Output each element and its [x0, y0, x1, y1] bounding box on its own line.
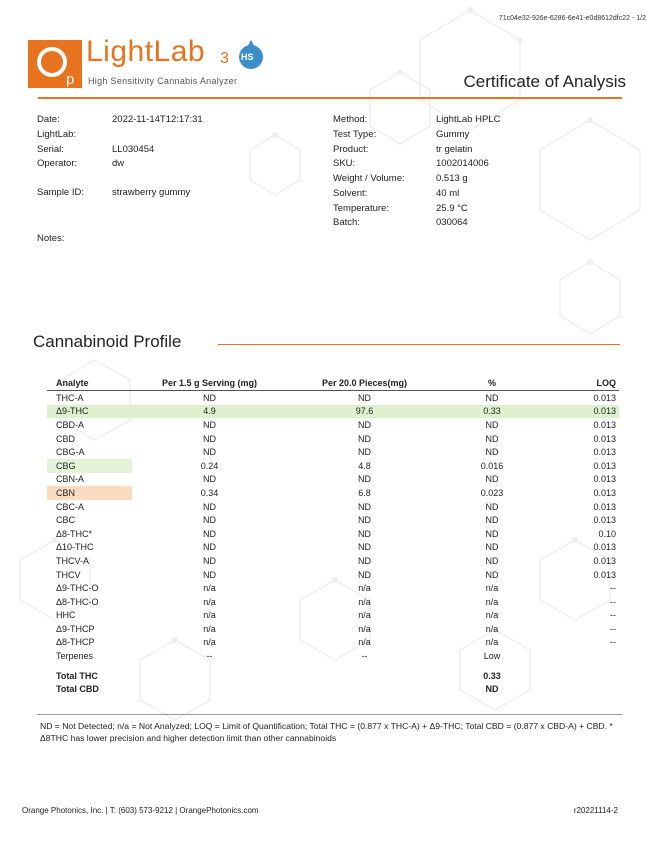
meta-value-sku: 1002014006	[436, 158, 489, 169]
serving-cell: --	[206, 651, 213, 662]
analyte-cell: CBD	[56, 433, 76, 444]
table-row	[47, 568, 619, 582]
serving-cell: n/a	[203, 610, 216, 621]
meta-value-weight: 0.513 g	[436, 173, 468, 184]
percent-cell: ND	[485, 474, 499, 485]
serving-cell: n/a	[203, 637, 216, 648]
meta-label-date: Date:	[37, 114, 60, 125]
pieces-cell: n/a	[358, 583, 371, 594]
meta-label-product: Product:	[333, 144, 369, 155]
loq-cell: 0.013	[593, 569, 616, 580]
table-row	[47, 554, 619, 568]
header-percent: %	[442, 376, 542, 391]
serving-cell: ND	[203, 447, 216, 458]
document-id: 71c04e32-926e-6286-6e41-e0d8612dfc22 - 1/2	[498, 15, 646, 22]
serving-cell: 0.34	[200, 487, 219, 498]
loq-cell: 0.013	[593, 460, 616, 471]
percent-cell: 0.33	[483, 670, 501, 681]
percent-cell: ND	[485, 501, 499, 512]
table-row	[47, 405, 619, 419]
serving-cell: 0.24	[200, 460, 219, 471]
pieces-cell: ND	[358, 474, 371, 485]
analyte-cell: Total CBD	[56, 684, 99, 695]
pieces-cell: 97.6	[287, 405, 442, 419]
header-loq: LOQ	[542, 376, 619, 391]
percent-cell: ND	[485, 515, 499, 526]
brand-tagline: High Sensitivity Cannabis Analyzer	[88, 76, 238, 86]
percent-cell: n/a	[485, 637, 499, 648]
meta-label-operator: Operator:	[37, 158, 78, 169]
serving-cell: ND	[203, 542, 216, 553]
analyte-cell: CBD-A	[56, 419, 85, 430]
analyte-cell: CBG-A	[56, 447, 85, 458]
percent-cell: Low	[483, 651, 501, 662]
meta-value-batch: 030064	[436, 217, 468, 228]
section-title: Cannabinoid Profile	[33, 332, 182, 351]
table-row	[47, 391, 619, 405]
percent-cell: n/a	[485, 583, 499, 594]
analyte-cell: Δ8-THC-O	[56, 596, 99, 607]
table-row	[47, 459, 619, 473]
pieces-cell: ND	[358, 501, 371, 512]
table-row	[47, 649, 619, 663]
loq-cell: --	[610, 623, 616, 634]
footer-company: Orange Photonics, Inc. | T: (603) 573-9212 | OrangePhotonics.com	[22, 806, 259, 815]
table-row	[47, 486, 619, 500]
loq-cell: 0.013	[593, 555, 616, 566]
analyte-cell: CBN	[47, 486, 132, 500]
meta-value-date: 2022-11-14T12:17:31	[112, 114, 203, 125]
analyte-cell: Δ8-THC*	[56, 528, 93, 539]
serving-cell: ND	[203, 433, 216, 444]
footer-revision: r20221114-2	[573, 806, 618, 815]
serving-cell: ND	[203, 392, 216, 403]
loq-cell: --	[610, 583, 616, 594]
pieces-cell: n/a	[358, 623, 371, 634]
pieces-cell: ND	[358, 542, 371, 553]
analyte-cell: CBC	[56, 515, 76, 526]
pieces-cell: n/a	[358, 637, 371, 648]
analyte-cell: Δ10-THC	[56, 542, 94, 553]
analyte-cell: Terpenes	[56, 651, 94, 662]
footnote: ND = Not Detected; n/a = Not Analyzed; LOQ = Limit of Quantification; Total THC = (0.877 x THC-A) + Δ9-THC; Total CBD = (0.877 x CBD-A) + CBD. * Δ8THC has lower precision and higher detection limit than other cannabinoids	[40, 721, 613, 743]
analyte-cell: CBN-A	[56, 474, 85, 485]
loq-cell: 0.013	[593, 487, 616, 498]
table-row	[47, 418, 619, 432]
meta-label-serial: Serial:	[37, 144, 64, 155]
pieces-cell: ND	[358, 419, 371, 430]
table-row	[47, 500, 619, 514]
header-pieces: Per 20.0 Pieces(mg)	[287, 376, 442, 391]
total-row	[47, 669, 619, 683]
serving-cell: n/a	[203, 583, 216, 594]
table-row	[47, 595, 619, 609]
svg-text:p: p	[66, 71, 75, 88]
cannabinoid-table	[47, 376, 619, 696]
meta-label-method: Method:	[333, 114, 368, 125]
loq-cell: 0.10	[598, 528, 616, 539]
table-row	[47, 513, 619, 527]
serving-cell: ND	[203, 569, 216, 580]
analyte-cell: Δ9-THC-O	[56, 583, 99, 594]
percent-cell: ND	[485, 528, 499, 539]
section-divider	[218, 344, 620, 345]
serving-cell: ND	[203, 419, 216, 430]
percent-cell: n/a	[485, 610, 499, 621]
serving-cell: ND	[203, 555, 216, 566]
pieces-cell: 6.8	[358, 487, 371, 498]
meta-label-solvent: Solvent:	[333, 188, 368, 199]
loq-cell: 0.013	[593, 419, 616, 430]
percent-cell: n/a	[485, 623, 499, 634]
table-header-row	[47, 376, 619, 391]
table-row	[47, 432, 619, 446]
meta-label-sku: SKU:	[333, 158, 356, 169]
loq-cell: 0.013	[593, 515, 616, 526]
meta-value-method: LightLab HPLC	[436, 114, 501, 125]
serving-cell: ND	[203, 501, 216, 512]
percent-cell: ND	[485, 542, 499, 553]
meta-value-solvent: 40 ml	[436, 188, 460, 199]
meta-label-test-type: Test Type:	[333, 129, 377, 140]
brand-name: LightLab	[86, 35, 206, 68]
serving-cell: ND	[203, 528, 216, 539]
analyte-cell: Δ8-THCP	[56, 637, 95, 648]
loq-cell: 0.013	[593, 542, 616, 553]
meta-label-temperature: Temperature:	[333, 203, 389, 214]
meta-label-lightlab: LightLab:	[37, 129, 77, 140]
document-title: Certificate of Analysis	[463, 72, 626, 91]
loq-cell: 0.013	[542, 405, 619, 419]
meta-label-notes: Notes:	[37, 233, 65, 244]
header-divider	[38, 97, 622, 99]
pieces-cell	[287, 682, 442, 696]
pieces-cell: ND	[358, 555, 371, 566]
analyte-cell: Δ9-THCP	[56, 623, 95, 634]
loq-cell: --	[610, 637, 616, 648]
pieces-cell: ND	[358, 515, 371, 526]
table-row	[47, 636, 619, 650]
table-row	[47, 445, 619, 459]
percent-cell: 0.023	[480, 487, 504, 498]
pieces-cell: ND	[358, 447, 371, 458]
loq-cell	[542, 649, 619, 663]
loq-cell: --	[610, 610, 616, 621]
analyte-cell: CBG	[47, 459, 132, 473]
analyte-cell: THCV-A	[56, 555, 90, 566]
pieces-cell: 4.8	[358, 460, 371, 471]
meta-value-test-type: Gummy	[436, 129, 470, 140]
loq-cell: --	[610, 596, 616, 607]
meta-value-product: tr gelatin	[436, 144, 473, 155]
percent-cell: n/a	[485, 596, 499, 607]
meta-value-sample-id: strawberry gummy	[112, 187, 191, 198]
meta-value-temperature: 25.9 °C	[436, 203, 468, 214]
brand-badge: HS	[241, 52, 254, 62]
serving-cell: n/a	[203, 623, 216, 634]
percent-cell: ND	[485, 684, 499, 695]
header-serving: Per 1.5 g Serving (mg)	[132, 376, 287, 391]
pieces-cell: --	[361, 651, 368, 662]
meta-label-sample-id: Sample ID:	[37, 187, 84, 198]
serving-cell	[132, 669, 287, 683]
percent-cell: 0.33	[442, 405, 542, 419]
loq-cell: 0.013	[593, 447, 616, 458]
loq-cell: 0.013	[593, 474, 616, 485]
pieces-cell: ND	[358, 392, 371, 403]
percent-cell: ND	[485, 447, 499, 458]
header-analyte: Analyte	[47, 376, 132, 391]
serving-cell: ND	[203, 474, 216, 485]
percent-cell: 0.016	[480, 460, 504, 471]
percent-cell: ND	[485, 433, 499, 444]
table-row	[47, 473, 619, 487]
table-row	[47, 581, 619, 595]
serving-cell: n/a	[203, 596, 216, 607]
pieces-cell: ND	[358, 569, 371, 580]
serving-cell: ND	[203, 515, 216, 526]
percent-cell: ND	[485, 419, 499, 430]
meta-label-batch: Batch:	[333, 217, 360, 228]
analyte-cell: Δ9-THC	[47, 405, 132, 419]
serving-cell: 4.9	[132, 405, 287, 419]
analyte-cell: THCV	[56, 569, 81, 580]
analyte-cell: THC-A	[56, 392, 84, 403]
pieces-cell	[287, 669, 442, 683]
footnote-divider	[37, 714, 622, 715]
analyte-cell: Total THC	[56, 670, 98, 681]
percent-cell: ND	[485, 569, 499, 580]
pieces-cell: n/a	[358, 596, 371, 607]
meta-value-serial: LL030454	[112, 144, 155, 155]
loq-cell: 0.013	[593, 433, 616, 444]
table-row	[47, 609, 619, 623]
meta-label-weight: Weight / Volume:	[333, 173, 405, 184]
loq-cell	[542, 669, 619, 683]
loq-cell	[542, 682, 619, 696]
percent-cell: ND	[485, 392, 499, 403]
pieces-cell: n/a	[358, 610, 371, 621]
table-row	[47, 622, 619, 636]
table-row	[47, 527, 619, 541]
meta-value-operator: dw	[112, 158, 125, 169]
percent-cell: ND	[485, 555, 499, 566]
pieces-cell: ND	[358, 433, 371, 444]
loq-cell: 0.013	[593, 392, 616, 403]
brand-version: 3	[220, 50, 229, 67]
loq-cell: 0.013	[593, 501, 616, 512]
table-row	[47, 541, 619, 555]
analyte-cell: HHC	[56, 610, 76, 621]
total-row	[47, 682, 619, 696]
pieces-cell: ND	[358, 528, 371, 539]
analyte-cell: CBC-A	[56, 501, 85, 512]
serving-cell	[132, 682, 287, 696]
